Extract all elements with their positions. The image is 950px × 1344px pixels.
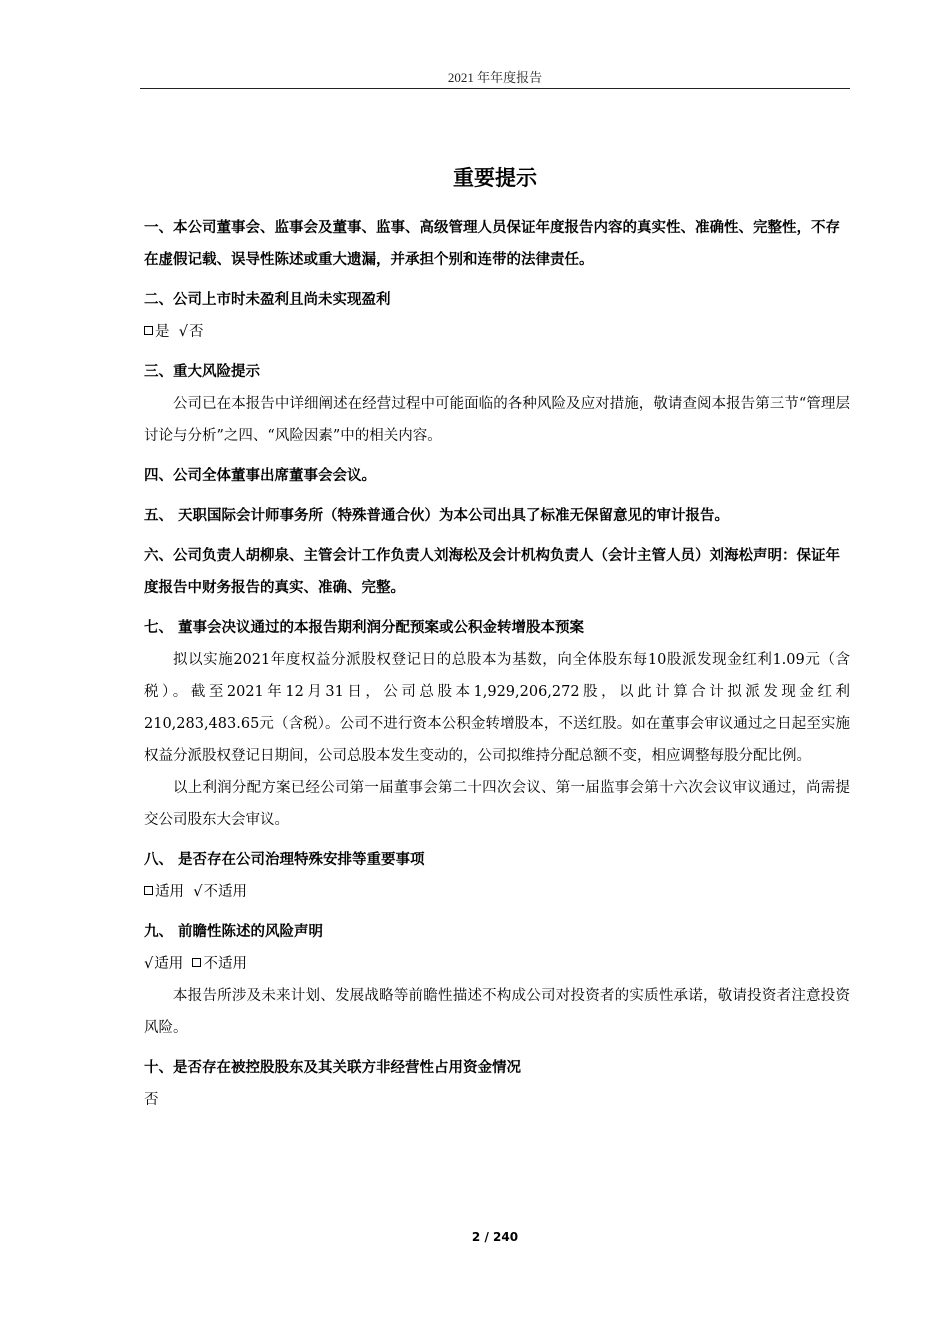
checkbox-empty-icon [192,958,201,967]
option-not-applicable: 不适用 [203,884,247,900]
checkbox-empty-icon [144,326,153,335]
item-1: 一、本公司董事会、监事会及董事、监事、高级管理人员保证年度报告内容的真实性、准确性、完整性，不存在虚假记载、误导性陈述或重大遗漏，并承担个别和连带的法律责任。 [144,220,840,268]
header-rule [140,88,850,89]
item-7-heading: 七、 董事会决议通过的本报告期利润分配预案或公积金转增股本预案 [144,620,585,636]
checkmark-icon: √ [144,956,154,972]
item-9-body: 本报告所涉及未来计划、发展战略等前瞻性描述不构成公司对投资者的实质性承诺，敬请投资者注意投资风险。 [144,988,850,1036]
content [144,212,850,1116]
option-no: 否 [188,324,204,340]
page-title: 重要提示 [453,166,537,190]
item-10-answer: 否 [144,1092,159,1108]
item-7-body-1: 拟以实施2021年度权益分派股权登记日的总股本为基数，向全体股东每10股派发现金红利1.09元（含税）。截至2021年12月31日，公司总股本1,929,206,272股，以此计算合计拟派发现金红利210,283,483.65元（含税）。公司不进行资本公积金转增股本，不送红股。如在董事会审议通过之日起至实施权益分派股权登记日期间，公司总股本发生变动的，公司拟维持分配总额不变，相应调整每股分配比例。 [144,652,850,764]
item-10-heading: 十、是否存在被控股股东及其关联方非经营性占用资金情况 [144,1060,521,1076]
item-9-heading: 九、 前瞻性陈述的风险声明 [144,924,324,940]
item-4: 四、公司全体董事出席董事会会议。 [144,468,376,484]
running-header: 2021 年年度报告 [447,70,543,85]
item-3-heading: 三、重大风险提示 [144,364,260,380]
item-2-options [144,316,850,348]
item-7-body-2: 以上利润分配方案已经公司第一届董事会第二十四次会议、第一届监事会第十六次会议审议通过，尚需提交公司股东大会审议。 [144,780,850,828]
option-not-applicable: 不适用 [203,956,247,972]
checkbox-empty-icon [144,886,153,895]
page-number: 2 / 240 [471,1230,519,1244]
item-2-heading: 二、公司上市时未盈利且尚未实现盈利 [144,292,391,308]
item-5: 五、 天职国际会计师事务所（特殊普通合伙）为本公司出具了标准无保留意见的审计报告。 [144,508,730,524]
checkmark-icon: √ [178,324,188,340]
checkmark-icon: √ [193,884,203,900]
item-9-options [144,948,850,980]
option-applicable: 适用 [155,884,184,900]
item-8-options [144,876,850,908]
option-yes: 是 [155,324,170,340]
item-3-body: 公司已在本报告中详细阐述在经营过程中可能面临的各种风险及应对措施，敬请查阅本报告第三节“管理层讨论与分析”之四、“风险因素”中的相关内容。 [144,396,850,444]
item-6: 六、公司负责人胡柳泉、主管会计工作负责人刘海松及会计机构负责人（会计主管人员）刘海松声明：保证年度报告中财务报告的真实、准确、完整。 [144,548,840,596]
item-8-heading: 八、 是否存在公司治理特殊安排等重要事项 [144,852,425,868]
option-applicable: 适用 [154,956,184,972]
